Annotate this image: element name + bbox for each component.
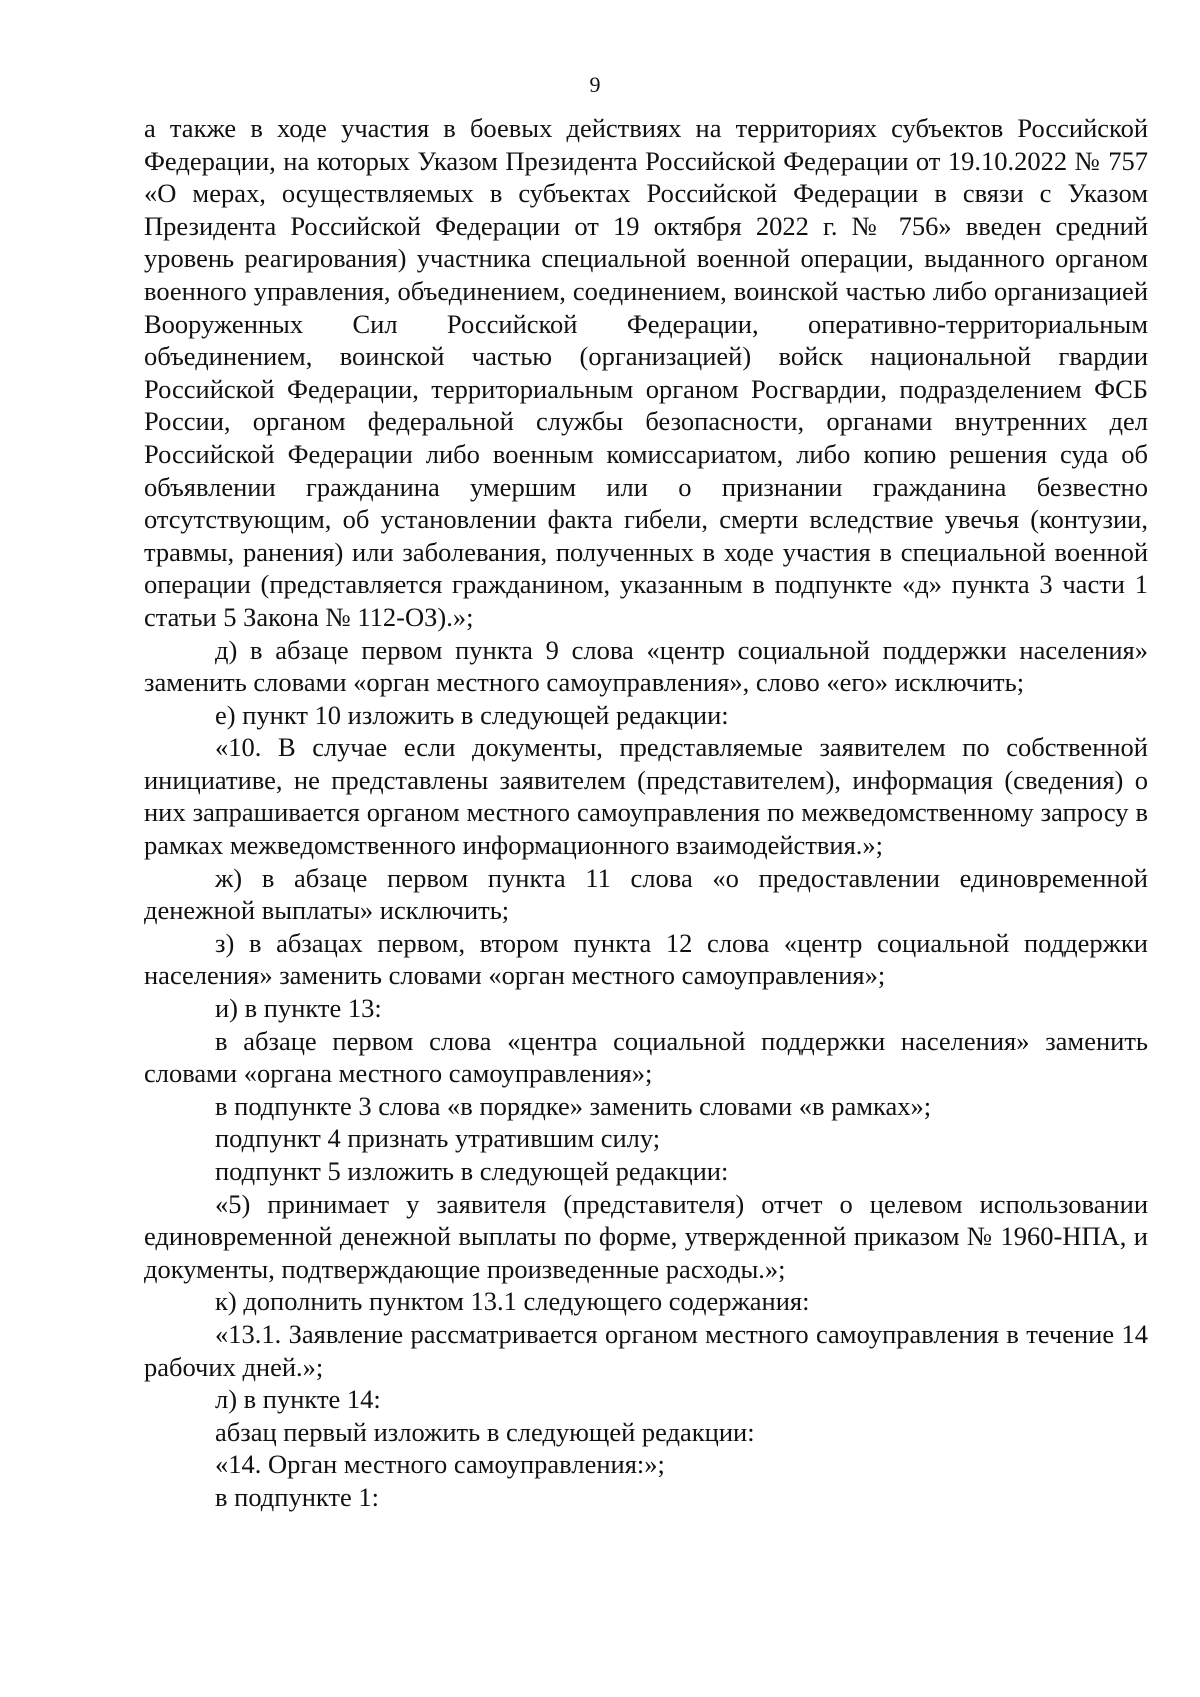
paragraph-item-l-first-abzac: абзац первый изложить в следующей редакции: — [215, 1416, 755, 1447]
paragraph-item-i-subpoint-4: подпункт 4 признать утратившим силу; — [215, 1123, 661, 1154]
paragraph-item-13-1-text: «13.1. Заявление рассматривается органом местного самоуправления в течение 14 рабочих дней.»; — [144, 1318, 1148, 1382]
paragraph-item-k: к) дополнить пунктом 13.1 следующего содержания: — [215, 1286, 810, 1317]
paragraph-item-14-text: «14. Орган местного самоуправления:»; — [215, 1449, 665, 1480]
paragraph-item-10-text: «10. В случае если документы, представляемые заявителем по собственной инициативе, не представлены заявителем (представителем), информация (сведения) о них запрашивается органом местного самоуправления по межведомственному запросу в рамках межведомственного информационного взаимодействия.»; — [144, 732, 1148, 861]
page-number: 9 — [589, 72, 601, 97]
paragraph-item-e: е) пункт 10 изложить в следующей редакции: — [215, 699, 729, 730]
paragraph-item-zh: ж) в абзаце первом пункта 11 слова «о предоставлении единовременной денежной выплаты» исключить; — [144, 862, 1148, 926]
paragraph-item-i-subpoint-5: подпункт 5 изложить в следующей редакции: — [215, 1156, 729, 1186]
paragraph-item-i-subpoint-3: в подпункте 3 слова «в порядке» заменить словами «в рамках»; — [215, 1090, 932, 1121]
paragraph-continuation: а также в ходе участия в боевых действиях на территориях субъектов Российской Федерации, на которых Указом Президента Российской Федерации от 19.10.2022 № 757 «О мерах, осуществляемых в субъектах Российской Федерации в связи с Указом Президента Российской Федерации от 19 октября 2022 г. № 756» введен средний уровень реагирования) участника специальной военной операции, выданного органом военного управления, объединением, соединением, воинской частью либо организацией Вооруженных Сил Российской Федерации, оперативно-территориальным объединением, воинской частью (организацией) войск национальной гвардии Российской Федерации, территориальным органом Росгвардии, подразделением ФСБ России, органом федеральной службы безопасности, органами внутренних дел Российской Федерации либо военным комиссариатом, либо копию решения суда об объявлении гражданина умершим или о признании гражданина безвестно отсутствующим, об установлении факта гибели, смерти вследствие увечья (контузии, травмы, ранения) или заболевания, полученных в ходе участия в специальной военной операции (представляется гражданином, указанным в подпункте «д» пункта 3 части 1 статьи 5 Закона № 112-ОЗ).»; — [144, 113, 1148, 632]
paragraph-item-l-subpoint-1: в подпункте 1: — [215, 1481, 380, 1512]
document-body — [144, 112, 1148, 1514]
paragraph-item-5-text: «5) принимает у заявителя (представителя) отчет о целевом использовании единовременной денежной выплаты по форме, утвержденной приказом № 1960-НПА, и документы, подтверждающие произведенные расходы.»; — [144, 1188, 1148, 1284]
paragraph-item-z: з) в абзацах первом, втором пункта 12 слова «центр социальной поддержки населения» заменить словами «орган местного самоуправления»; — [144, 927, 1148, 991]
paragraph-item-i: и) в пункте 13: — [215, 993, 382, 1024]
paragraph-item-i-first-abzac: в абзаце первом слова «центра социальной поддержки населения» заменить словами «органа местного самоуправления»; — [144, 1025, 1148, 1089]
paragraph-item-d: д) в абзаце первом пункта 9 слова «центр социальной поддержки населения» заменить словами «орган местного самоуправления», слово «его» исключить; — [144, 634, 1148, 698]
paragraph-item-l: л) в пункте 14: — [215, 1384, 381, 1415]
